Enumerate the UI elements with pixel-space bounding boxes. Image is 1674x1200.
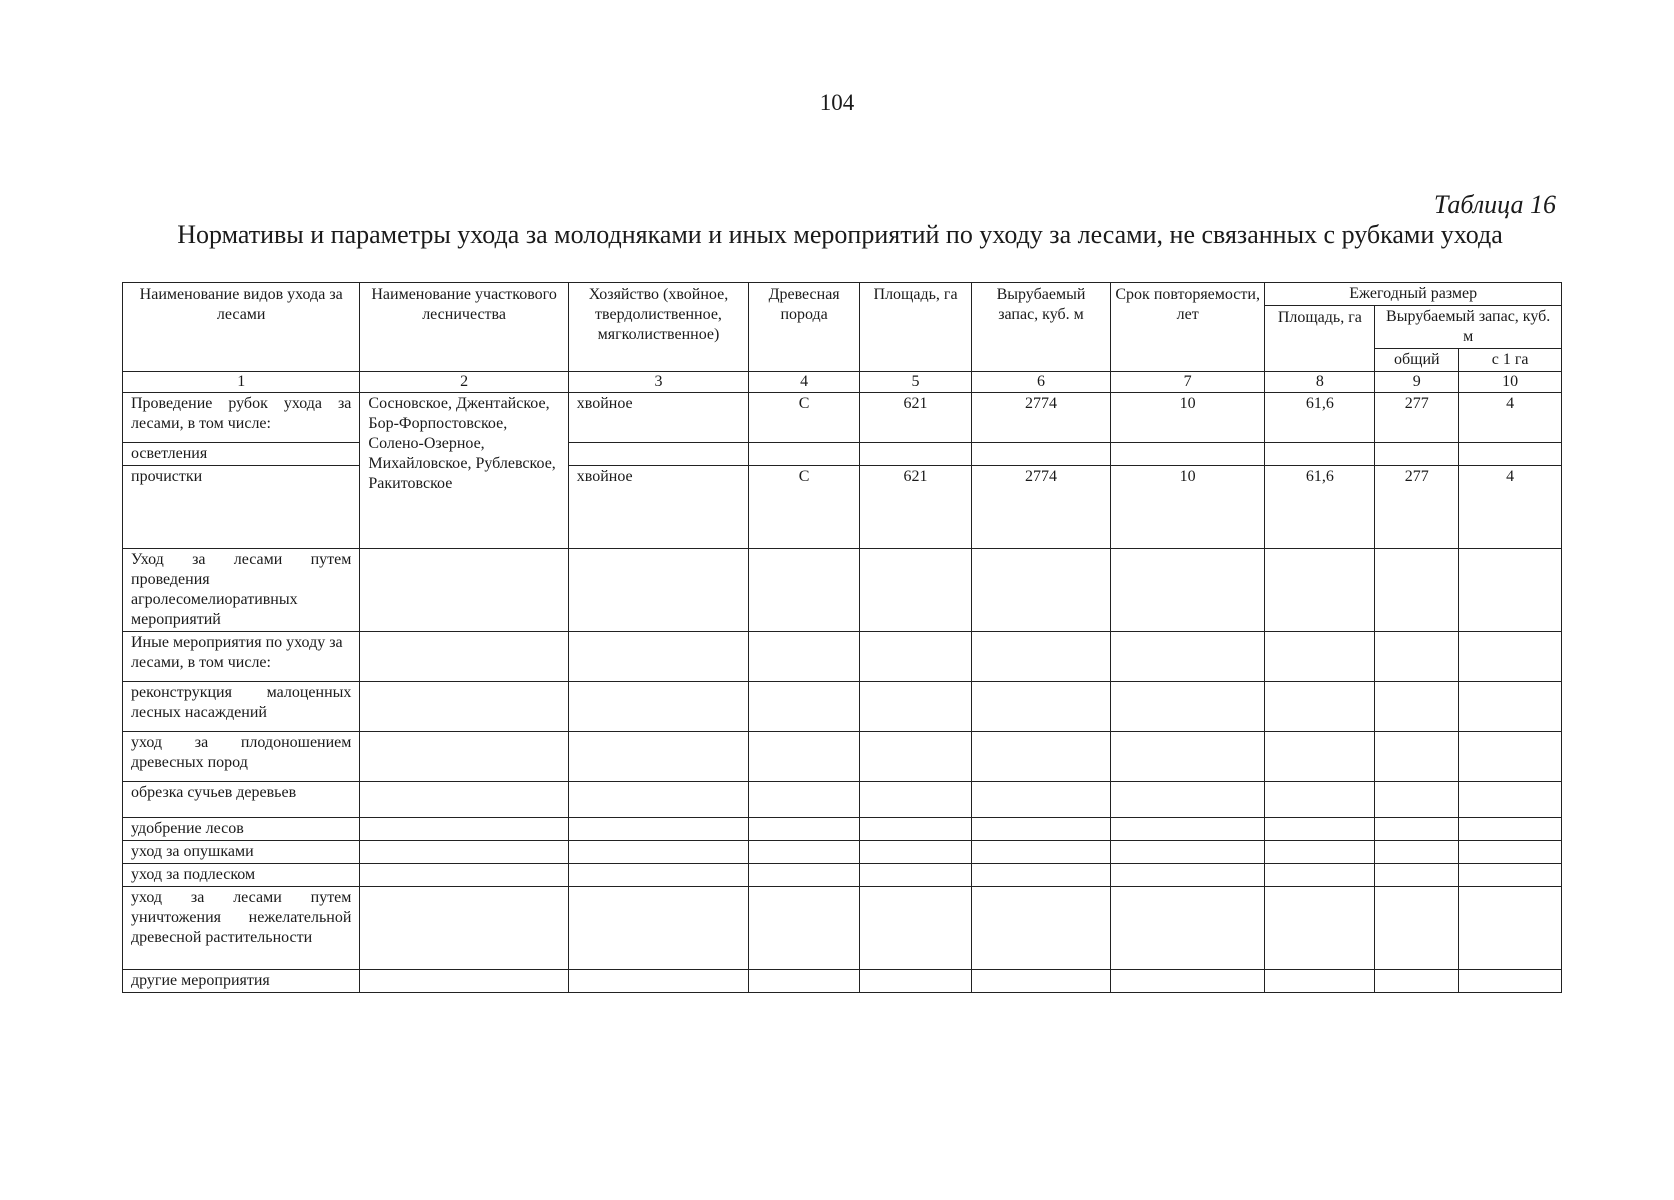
- empty-cell: [749, 682, 860, 732]
- care-type-cell: Уход за лесами путем проведения агролесомелиоративных мероприятий: [123, 549, 360, 632]
- period-cell: 10: [1110, 466, 1264, 549]
- empty-cell: [1375, 682, 1459, 732]
- species-cell: С: [749, 466, 860, 549]
- empty-cell: [1110, 864, 1264, 887]
- empty-cell: [972, 682, 1111, 732]
- empty-cell: [1110, 818, 1264, 841]
- column-number: 10: [1459, 372, 1562, 393]
- care-type-cell: другие мероприятия: [123, 970, 360, 993]
- empty-cell: [749, 841, 860, 864]
- annual-total-cell: 277: [1375, 393, 1459, 443]
- table-row: [123, 632, 1562, 682]
- empty-cell: [860, 782, 972, 818]
- empty-cell: [1459, 782, 1562, 818]
- empty-cell: [360, 841, 568, 864]
- column-number: 4: [749, 372, 860, 393]
- empty-cell: [1459, 864, 1562, 887]
- empty-cell: [1459, 732, 1562, 782]
- empty-cell: [972, 632, 1111, 682]
- empty-cell: [1459, 682, 1562, 732]
- column-number: 2: [360, 372, 568, 393]
- empty-cell: [568, 818, 748, 841]
- table-row: [123, 549, 1562, 632]
- table-label: Таблица 16: [1433, 190, 1556, 219]
- empty-cell: [1375, 443, 1459, 466]
- empty-cell: [749, 632, 860, 682]
- column-numbers-row: [123, 372, 1562, 393]
- empty-cell: [360, 732, 568, 782]
- annual-per-ha-cell: 4: [1459, 393, 1562, 443]
- area-cell: 621: [860, 466, 972, 549]
- care-type-cell: уход за подлеском: [123, 864, 360, 887]
- empty-cell: [860, 549, 972, 632]
- empty-cell: [1265, 682, 1375, 732]
- header-annual-stock: Вырубаемый запас, куб. м: [1375, 306, 1562, 349]
- table-row: [123, 864, 1562, 887]
- empty-cell: [360, 682, 568, 732]
- header-annual-area: Площадь, га: [1265, 306, 1375, 372]
- empty-cell: [568, 841, 748, 864]
- empty-cell: [1110, 632, 1264, 682]
- table-row: [123, 841, 1562, 864]
- empty-cell: [860, 887, 972, 970]
- table-row: [123, 782, 1562, 818]
- header-annual: Ежегодный размер: [1265, 283, 1562, 306]
- annual-per-ha-cell: 4: [1459, 466, 1562, 549]
- empty-cell: [1110, 443, 1264, 466]
- empty-cell: [860, 632, 972, 682]
- empty-cell: [568, 732, 748, 782]
- column-number: 6: [972, 372, 1111, 393]
- empty-cell: [1375, 732, 1459, 782]
- care-type-cell: прочистки: [123, 466, 360, 549]
- table-row: [123, 466, 1562, 549]
- empty-cell: [568, 443, 748, 466]
- empty-cell: [749, 549, 860, 632]
- empty-cell: [749, 782, 860, 818]
- empty-cell: [860, 818, 972, 841]
- empty-cell: [1110, 732, 1264, 782]
- empty-cell: [860, 841, 972, 864]
- empty-cell: [1459, 887, 1562, 970]
- empty-cell: [1459, 443, 1562, 466]
- empty-cell: [749, 887, 860, 970]
- column-number: 9: [1375, 372, 1459, 393]
- table-title: Нормативы и параметры ухода за молодняками и иных мероприятий по уходу за лесами, не связанных с рубками ухода: [177, 220, 1503, 249]
- empty-cell: [860, 682, 972, 732]
- empty-cell: [860, 443, 972, 466]
- empty-cell: [749, 970, 860, 993]
- empty-cell: [568, 864, 748, 887]
- empty-cell: [860, 864, 972, 887]
- empty-cell: [1265, 632, 1375, 682]
- empty-cell: [360, 549, 568, 632]
- empty-cell: [972, 970, 1111, 993]
- care-type-cell: реконструкция малоценных лесных насаждений: [123, 682, 360, 732]
- empty-cell: [1110, 549, 1264, 632]
- empty-cell: [1265, 970, 1375, 993]
- period-cell: 10: [1110, 393, 1264, 443]
- empty-cell: [568, 970, 748, 993]
- empty-cell: [568, 549, 748, 632]
- header-farm-type: Хозяйство (хвойное, твердолиственное, мягколиственное): [568, 283, 748, 372]
- empty-cell: [860, 970, 972, 993]
- header-forestry: Наименование участкового лесничества: [360, 283, 568, 372]
- empty-cell: [1375, 549, 1459, 632]
- empty-cell: [1375, 782, 1459, 818]
- empty-cell: [1459, 970, 1562, 993]
- forest-care-table: [122, 282, 1562, 993]
- table-row: [123, 393, 1562, 443]
- table-row: [123, 732, 1562, 782]
- table-row: [123, 682, 1562, 732]
- empty-cell: [1375, 864, 1459, 887]
- empty-cell: [568, 682, 748, 732]
- column-number: 7: [1110, 372, 1264, 393]
- column-number: 8: [1265, 372, 1375, 393]
- annual-area-cell: 61,6: [1265, 466, 1375, 549]
- header-stock: Вырубаемый запас, куб. м: [972, 283, 1111, 372]
- farm-cell: хвойное: [568, 466, 748, 549]
- empty-cell: [360, 970, 568, 993]
- empty-cell: [749, 818, 860, 841]
- empty-cell: [1265, 818, 1375, 841]
- empty-cell: [568, 782, 748, 818]
- care-type-cell: уход за лесами путем уничтожения нежелательной древесной растительности: [123, 887, 360, 970]
- species-cell: С: [749, 393, 860, 443]
- empty-cell: [860, 732, 972, 782]
- care-type-cell: Иные мероприятия по уходу за лесами, в том числе:: [123, 632, 360, 682]
- empty-cell: [972, 887, 1111, 970]
- empty-cell: [1110, 887, 1264, 970]
- empty-cell: [972, 818, 1111, 841]
- empty-cell: [360, 887, 568, 970]
- empty-cell: [1265, 443, 1375, 466]
- empty-cell: [1265, 549, 1375, 632]
- care-type-cell: осветления: [123, 443, 360, 466]
- care-type-cell: удобрение лесов: [123, 818, 360, 841]
- column-number: 1: [123, 372, 360, 393]
- empty-cell: [1459, 841, 1562, 864]
- empty-cell: [972, 864, 1111, 887]
- empty-cell: [568, 887, 748, 970]
- annual-total-cell: 277: [1375, 466, 1459, 549]
- stock-cell: 2774: [972, 466, 1111, 549]
- empty-cell: [1110, 682, 1264, 732]
- empty-cell: [749, 732, 860, 782]
- empty-cell: [1110, 841, 1264, 864]
- empty-cell: [1375, 632, 1459, 682]
- empty-cell: [1265, 864, 1375, 887]
- stock-cell: 2774: [972, 393, 1111, 443]
- farm-cell: хвойное: [568, 393, 748, 443]
- header-total: общий: [1375, 349, 1459, 372]
- page-number: 104: [819, 90, 855, 115]
- table-row: [123, 887, 1562, 970]
- empty-cell: [1459, 632, 1562, 682]
- empty-cell: [749, 864, 860, 887]
- column-number: 5: [860, 372, 972, 393]
- header-per-ha: с 1 га: [1459, 349, 1562, 372]
- annual-area-cell: 61,6: [1265, 393, 1375, 443]
- empty-cell: [1375, 818, 1459, 841]
- table-row: [123, 818, 1562, 841]
- column-number: 3: [568, 372, 748, 393]
- empty-cell: [972, 443, 1111, 466]
- table-row: [123, 970, 1562, 993]
- empty-cell: [972, 782, 1111, 818]
- empty-cell: [360, 632, 568, 682]
- empty-cell: [1265, 782, 1375, 818]
- empty-cell: [360, 782, 568, 818]
- forestry-cell: Сосновское, Джентайское, Бор-Форпостовское, Солено-Озерное, Михайловское, Рублевское, Ракитовское: [360, 393, 568, 549]
- empty-cell: [568, 632, 748, 682]
- empty-cell: [1265, 841, 1375, 864]
- empty-cell: [1265, 732, 1375, 782]
- care-type-cell: уход за опушками: [123, 841, 360, 864]
- empty-cell: [972, 549, 1111, 632]
- header-period: Срок повторяемости, лет: [1110, 283, 1264, 372]
- empty-cell: [360, 818, 568, 841]
- empty-cell: [1375, 970, 1459, 993]
- empty-cell: [1110, 782, 1264, 818]
- empty-cell: [1459, 549, 1562, 632]
- care-type-cell: Проведение рубок ухода за лесами, в том числе:: [123, 393, 360, 443]
- area-cell: 621: [860, 393, 972, 443]
- empty-cell: [1110, 970, 1264, 993]
- empty-cell: [1375, 887, 1459, 970]
- empty-cell: [1265, 887, 1375, 970]
- empty-cell: [749, 443, 860, 466]
- empty-cell: [360, 864, 568, 887]
- empty-cell: [1375, 841, 1459, 864]
- empty-cell: [972, 732, 1111, 782]
- care-type-cell: уход за плодоношением древесных пород: [123, 732, 360, 782]
- header-area: Площадь, га: [860, 283, 972, 372]
- empty-cell: [972, 841, 1111, 864]
- empty-cell: [1459, 818, 1562, 841]
- care-type-cell: обрезка сучьев деревьев: [123, 782, 360, 818]
- header-species: Древесная порода: [749, 283, 860, 372]
- header-care-type: Наименование видов ухода за лесами: [123, 283, 360, 372]
- table-row: [123, 443, 1562, 466]
